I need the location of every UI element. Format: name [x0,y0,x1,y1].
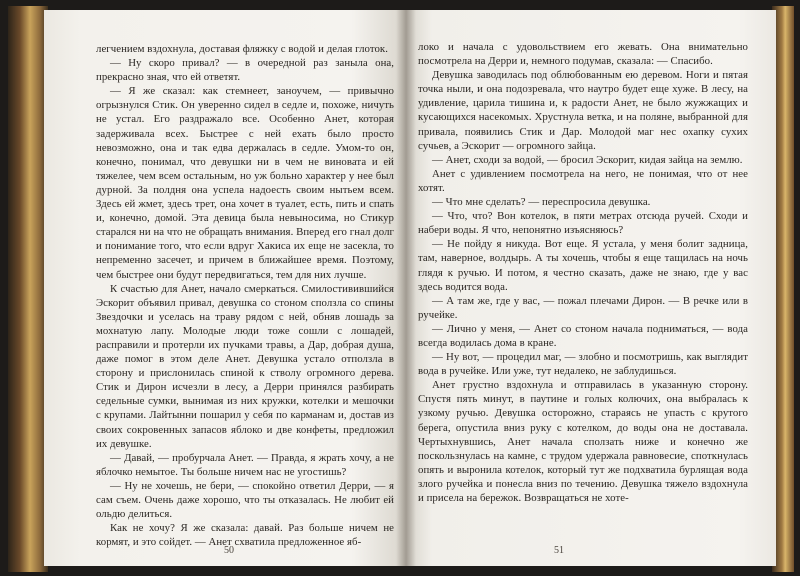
page-number-right: 51 [554,545,564,556]
paragraph: Как не хочу? Я же сказала: давай. Раз больше ничем не кормят, и это сойдет. — Анет схватила предложенное яб- [96,522,394,549]
left-page-text [96,42,394,549]
paragraph: К счастью для Анет, начало смеркаться. Смилостивившийся Эскорит объявил привал, девушка со стоном сползла со спины Звездочки и уселась на траву рядом с ней, обняв лошадь за мохнатую лапу. Молодые люди тоже сошли с лошадей, расправили и протерли их пучками травы, а Дар, добрая душа, даже помог в этом деле Анет. Девушка устало отползла в сторону и прислонилась спиной к стволу огромного дерева. Стик и Дирон исчезли в лесу, а Дерри принялся разбирать седельные сумки, вынимая из них кружки, котелки и мешочки с крупами. Лайтынни пошарил у себя по карманам и, достав из своих сокровенных запасов яблоко и две конфеты, предложил их девушке. [96,282,394,450]
right-page-text [418,40,748,505]
paragraph: — А там же, где у вас, — пожал плечами Дирон. — В речке или в ручейке. [418,294,748,321]
paragraph: — Лично у меня, — Анет со стоном начала подниматься, — вода всегда водилась дома в кране. [418,322,748,349]
paragraph: — Ну скоро привал? — в очередной раз заныла она, прекрасно зная, что ей ответят. [96,57,394,84]
book-cover-edge-left [8,6,48,572]
page-number-left: 50 [224,545,234,556]
paragraph: — Ну вот, — процедил маг, — злобно и посмотришь, как выглядит вода в ручейке. Или уже, тут недалеко, не заблудишься. [418,351,748,378]
paragraph: — Ну не хочешь, не бери, — спокойно ответил Дерри, — я сам съем. Очень даже хорошо, что ты отказалась. Не любит ей ольдю делиться. [96,479,394,521]
paragraph: — Что, что? Вон котелок, в пяти метрах отсюда ручей. Сходи и набери воды. Я что, непонятно изъясняюсь? [418,210,748,237]
paragraph: — Давай, — пробурчала Анет. — Правда, я жрать хочу, а не яблочко немытое. Ты больше ничем нас не угостишь? [96,451,394,478]
paragraph: Анет грустно вздохнула и отправилась в указанную сторону. Спустя пять минут, в паутине и голых колючих, она выбралась к узкому ручью. Девушка осторожно, стараясь не упасть с крутого берега, опустила вниз руку с котелком, до воды она не доставала. Чертыхнувшись, Анет начала сползать ниже и конечно же поскользнулась на камне, с трудом удержала равновесие, споткнулась опять и выронила котелок, который тут же подхватила бурлящая вода злого ручейка и понесла вниз по течению. Девушка тяжело вздохнула и присела на бережок. Возвращаться не хоте- [418,379,748,504]
right-page [406,10,776,566]
open-book [8,6,794,572]
paragraph: локо и начала с удовольствием его жевать. Она внимательно посмотрела на Дерри и, немного подумав, сказала: — Спасибо. [418,41,748,68]
paragraph: — Анет, сходи за водой, — бросил Эскорит, кидая зайца на землю. [432,153,743,166]
paragraph: Девушка заводилась под облюбованным ею деревом. Ноги и пятая точка ныли, и она подозревала, что наутро будет еще хуже. В лесу, на удивление, царила тишина и, к радости Анет, не было жужжащих и кусающихся насекомых. Хрустнула ветка, и на поляне, выбранной для привала, появились Стик и Дар. Молодой маг нес охапку сухих сучьев, а Эскорит — огромного зайца. [418,69,748,152]
book-gutter-shadow [396,10,416,566]
paragraph: легчением вздохнула, доставая фляжку с водой и делая глоток. [96,43,388,55]
left-page [44,10,406,566]
paragraph: Анет с удивлением посмотрела на него, не понимая, что от нее хотят. [418,167,748,194]
paragraph: — Не пойду я никуда. Вот еще. Я устала, у меня болит задница, там, наверное, волдырь. А ты хочешь, чтобы я еще тащилась на ночь глядя к ручью. И потом, я честно сказать, даже не знаю, где у вас здесь водится вода. [418,238,748,293]
paragraph: — Я же сказал: как стемнеет, заноучем, — привычно огрызнулся Стик. Он уверенно сидел в седле и, похоже, ничуть не устал. Его раздражало все. Особенно Анет, которая задерживала всех. Быстрее с ней ехать было просто невозможно, она и так едва держалась в седле. Умом-то он, конечно, понимал, что девушки ни в чем не виновата и ей тяжелее, чем всем остальным, но уж больно характер у нее был дурной. За полдня она успела надоесть своим нытьем всем. Здесь ей жмет, здесь трет, она хочет в туалет, есть, пить и спать и, конечно, домой. Эта девица была невыносима, но Стикур старался ни на что не обращать внимания. Вперед его гнал долг и понимание того, что если вдруг Хакиса их еще не засекла, то непременно засечет, и причем в ближайшее время. Поэтому, чем быстрее они будут передвигаться, тем для них лучше. [96,85,394,281]
paragraph: — Что мне сделать? — переспросила девушка. [432,196,651,209]
